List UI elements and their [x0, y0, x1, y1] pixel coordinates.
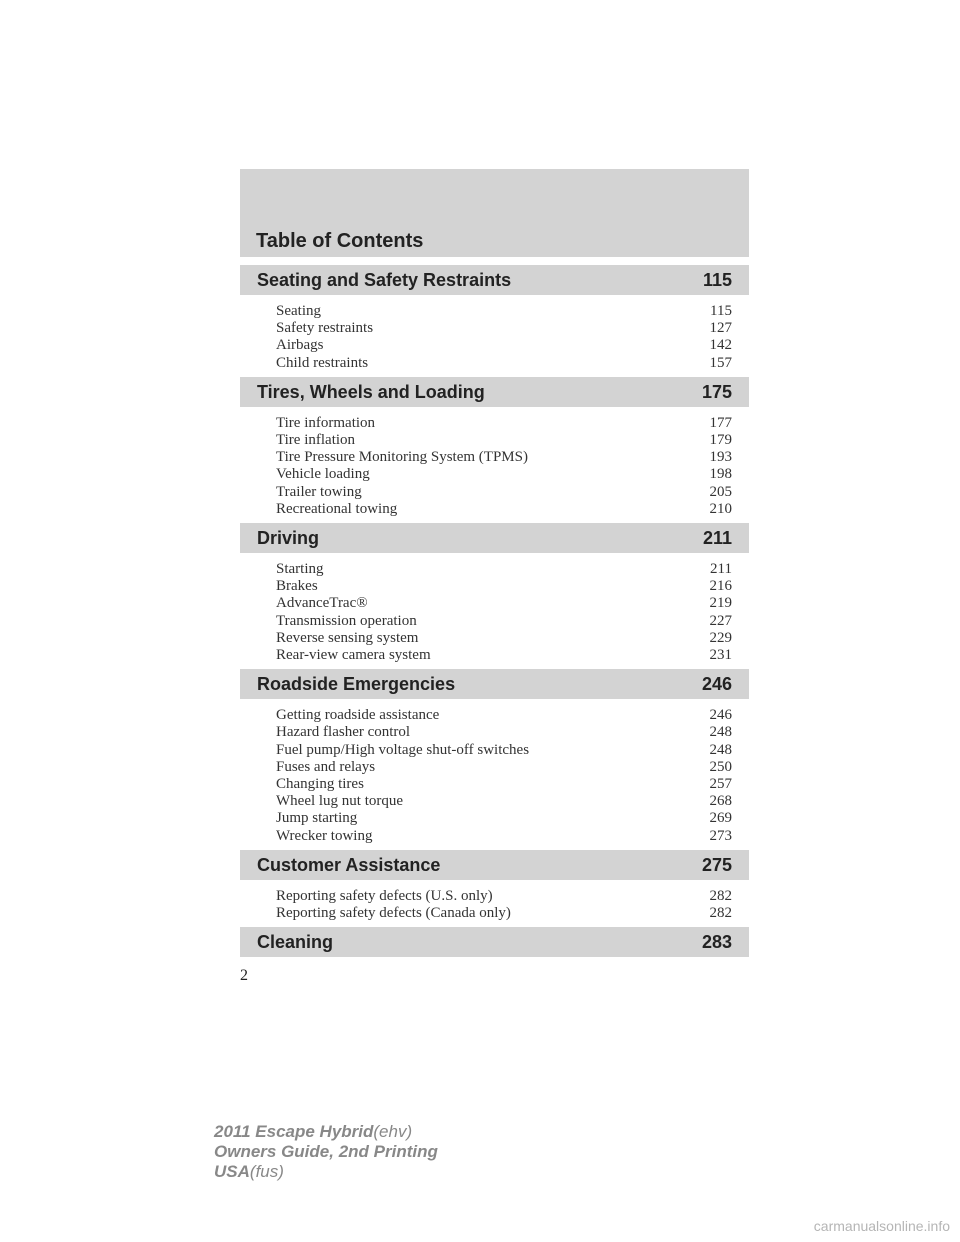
- entry-label: Starting: [276, 561, 324, 578]
- entry-label: Changing tires: [276, 776, 364, 793]
- entry-label: Wrecker towing: [276, 827, 373, 844]
- entry-label: Recreational towing: [276, 500, 398, 517]
- entry-label: Fuses and relays: [276, 758, 376, 775]
- entry-label: Vehicle loading: [276, 466, 370, 483]
- entry-page: 268: [709, 793, 732, 810]
- entry-page: 205: [709, 483, 732, 500]
- entry-page: 115: [710, 303, 732, 319]
- entry-page: 210: [709, 500, 732, 517]
- toc-entry[interactable]: [276, 630, 732, 647]
- toc-entry[interactable]: [276, 355, 732, 372]
- toc-entry[interactable]: [276, 759, 732, 776]
- entry-label: Tire information: [276, 414, 376, 431]
- entry-page: 177: [709, 414, 732, 431]
- toc-entry[interactable]: [276, 595, 732, 612]
- toc-title: Table of Contents: [256, 230, 424, 252]
- entry-label: Safety restraints: [276, 320, 374, 337]
- entry-page: 193: [709, 449, 732, 466]
- toc-entry[interactable]: [276, 810, 732, 827]
- toc-entry[interactable]: [276, 484, 732, 501]
- toc-entry[interactable]: [276, 905, 732, 922]
- entry-label: Seating: [276, 303, 321, 319]
- entry-label: Rear-view camera system: [276, 647, 431, 664]
- entry-label: Reverse sensing system: [276, 629, 419, 646]
- entry-label: Brakes: [276, 578, 318, 595]
- toc-entry[interactable]: [276, 320, 732, 337]
- section-header[interactable]: [240, 523, 749, 553]
- entry-page: 157: [709, 354, 732, 371]
- toc-list: [240, 265, 749, 957]
- entry-label: Wheel lug nut torque: [276, 793, 404, 810]
- section-header[interactable]: [240, 377, 749, 407]
- entry-page: 273: [709, 827, 732, 844]
- entry-page: 246: [709, 707, 732, 724]
- toc-entry[interactable]: [276, 303, 732, 320]
- section-title: Tires, Wheels and Loading: [257, 381, 485, 402]
- entry-page: 127: [709, 320, 732, 337]
- section-title: Seating and Safety Restraints: [257, 270, 512, 290]
- section-header[interactable]: [240, 669, 749, 699]
- section-header[interactable]: [240, 265, 749, 295]
- toc-entry[interactable]: [276, 742, 732, 759]
- section-page: 246: [701, 674, 732, 695]
- watermark[interactable]: carmanualsonline.info: [813, 1218, 950, 1234]
- entry-label: Transmission operation: [276, 612, 417, 629]
- toc-entry[interactable]: [276, 449, 732, 466]
- toc-entry[interactable]: [276, 337, 732, 354]
- entry-page: 142: [709, 337, 732, 354]
- toc-entry[interactable]: [276, 647, 732, 664]
- entry-page: 282: [709, 905, 732, 922]
- entry-label: Jump starting: [276, 810, 358, 827]
- section-items: [240, 880, 749, 927]
- section-title: Driving: [257, 528, 320, 549]
- entry-page: 250: [709, 758, 732, 775]
- entry-page: 231: [709, 647, 732, 664]
- toc-entry[interactable]: [276, 561, 732, 578]
- section-header[interactable]: [240, 850, 749, 880]
- entry-label: Getting roadside assistance: [276, 707, 440, 724]
- section-items: [240, 553, 749, 669]
- entry-page: 269: [709, 810, 732, 827]
- toc-entry[interactable]: [276, 466, 732, 483]
- section-page: 275: [701, 854, 732, 875]
- section-items: [240, 295, 749, 377]
- toc-entry[interactable]: [276, 828, 732, 845]
- toc-entry[interactable]: [276, 793, 732, 810]
- section-page: 115: [702, 270, 732, 290]
- entry-label: Trailer towing: [276, 483, 362, 500]
- entry-page: 227: [709, 612, 732, 629]
- section-items: [240, 699, 749, 850]
- toc-entry[interactable]: [276, 432, 732, 449]
- toc-entry[interactable]: [276, 501, 732, 518]
- entry-page: 219: [709, 595, 732, 612]
- toc-header: [240, 169, 749, 257]
- toc-entry[interactable]: [276, 776, 732, 793]
- entry-label: Hazard flasher control: [276, 724, 411, 741]
- entry-label: Airbags: [276, 337, 324, 354]
- section-title: Roadside Emergencies: [257, 674, 456, 695]
- entry-page: 248: [709, 741, 732, 758]
- entry-label: Reporting safety defects (U.S. only): [276, 887, 493, 904]
- entry-page: 248: [709, 724, 732, 741]
- toc-entry[interactable]: [276, 707, 732, 724]
- footer-line-2: Owners Guide, 2nd Printing: [214, 1142, 438, 1161]
- page-number: 2: [240, 967, 248, 984]
- entry-page: 211: [710, 561, 732, 578]
- toc-entry[interactable]: [276, 415, 732, 432]
- section-items: [240, 407, 749, 523]
- toc-entry[interactable]: [276, 724, 732, 741]
- entry-page: 216: [709, 578, 732, 595]
- footer-line-3: USA(fus): [214, 1162, 284, 1181]
- entry-page: 257: [709, 776, 732, 793]
- entry-page: 282: [709, 887, 732, 904]
- entry-page: 198: [709, 466, 732, 483]
- entry-label: AdvanceTrac®: [276, 595, 368, 612]
- toc-entry[interactable]: [276, 888, 732, 905]
- footer: [214, 1122, 438, 1182]
- section-title: Customer Assistance: [257, 854, 441, 875]
- toc-entry[interactable]: [276, 578, 732, 595]
- entry-label: Child restraints: [276, 354, 369, 371]
- entry-label: Fuel pump/High voltage shut-off switches: [276, 741, 530, 758]
- section-page: 211: [702, 528, 732, 549]
- entry-page: 229: [709, 629, 732, 646]
- section-page: 175: [701, 381, 732, 402]
- section-title: Cleaning: [257, 932, 334, 953]
- entry-label: Reporting safety defects (Canada only): [276, 905, 511, 922]
- section-header[interactable]: [240, 927, 749, 957]
- section-page: 283: [701, 932, 732, 953]
- entry-label: Tire inflation: [276, 432, 356, 449]
- entry-page: 179: [709, 432, 732, 449]
- toc-entry[interactable]: [276, 613, 732, 630]
- footer-line-1: 2011 Escape Hybrid(ehv): [214, 1122, 413, 1141]
- entry-label: Tire Pressure Monitoring System (TPMS): [276, 449, 528, 466]
